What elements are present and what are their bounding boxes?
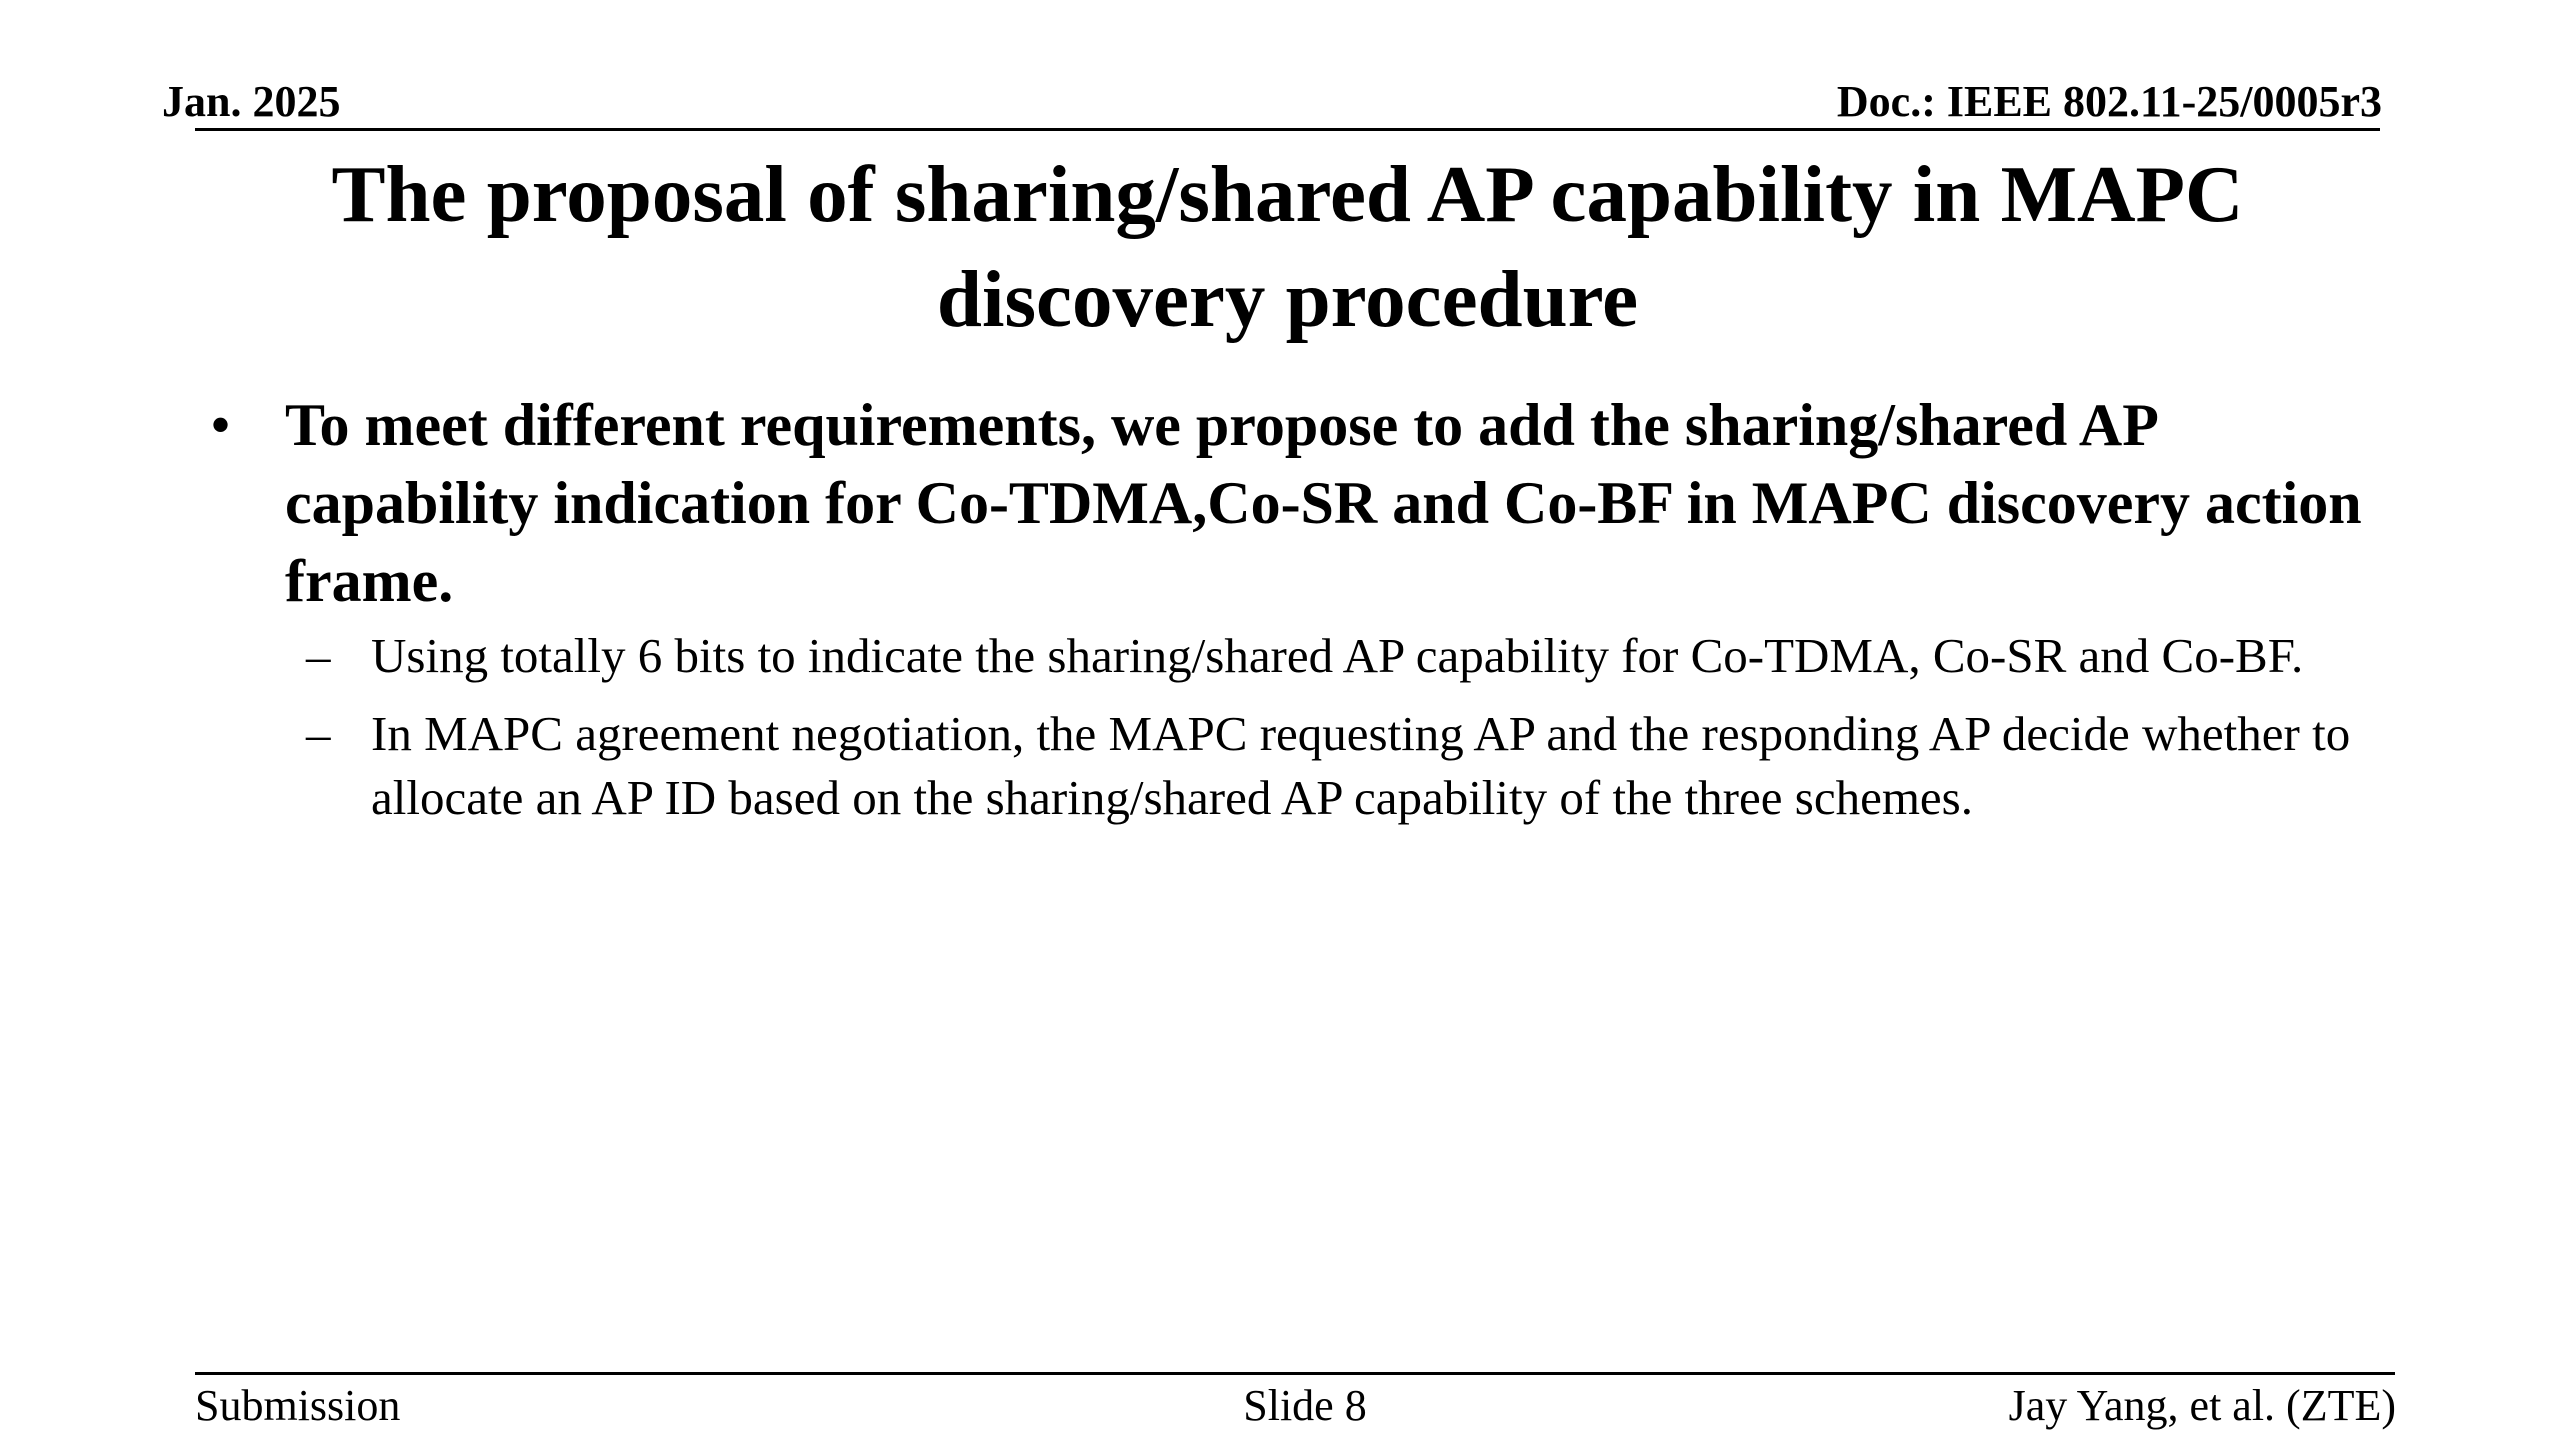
sub-bullet-text: Using totally 6 bits to indicate the sharing/shared AP capability for Co-TDMA, Co-SR and Co-BF.	[371, 628, 2304, 683]
main-bullet	[200, 386, 2380, 620]
sub-bullet-list	[200, 624, 2380, 830]
dash-mark: –	[306, 706, 331, 761]
footer-submission: Submission	[195, 1381, 401, 1430]
slide-title	[195, 142, 2380, 352]
header-doc-id: Doc.: IEEE 802.11-25/0005r3	[1836, 77, 2382, 126]
header-divider	[195, 128, 2380, 131]
slide-title-line-1: The proposal of sharing/shared AP capability in MAPC	[331, 149, 2244, 239]
footer-divider	[195, 1372, 2395, 1375]
main-bullet-text: To meet different requirements, we propose to add the sharing/shared AP capability indication for Co-TDMA,Co-SR and Co-BF in MAPC discovery action frame.	[285, 392, 2362, 614]
header-date: Jan. 2025	[162, 77, 341, 126]
sub-bullet-item	[200, 624, 2380, 688]
sub-bullet-text: In MAPC agreement negotiation, the MAPC requesting AP and the responding AP decide whether to allocate an AP ID based on the sharing/shared AP capability of the three schemes.	[371, 706, 2351, 825]
footer-slide-number: Slide 8	[1243, 1381, 1367, 1430]
slide-title-line-2: discovery procedure	[936, 254, 1639, 344]
sub-bullet-item	[200, 702, 2380, 830]
dash-mark: –	[306, 628, 331, 683]
footer-authors: Jay Yang, et al. (ZTE)	[2008, 1381, 2396, 1430]
bullet-mark: •	[210, 392, 232, 458]
slide-body	[200, 386, 2380, 844]
